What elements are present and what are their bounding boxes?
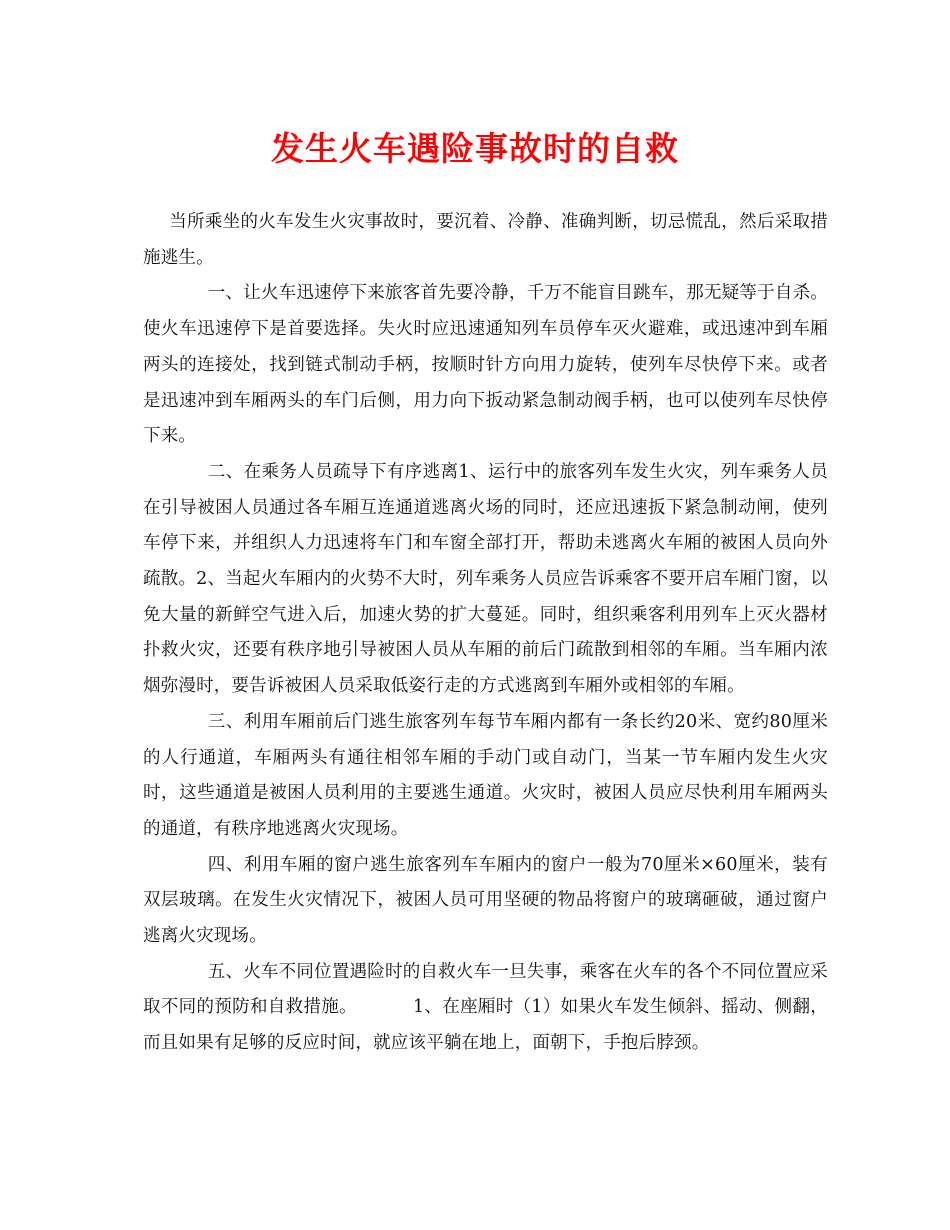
section-5-item-1: 1、在座厢时（1）如果火车发生倾斜、摇动、侧翻，而且如果有足够的反应时间，就应该平躺在地上，面朝下，手抱后脖颈。 [143,997,828,1054]
section-4-paragraph: 四、利用车厢的窗户逃生旅客列车车厢内的窗户一般为70厘米×60厘米，装有双层玻璃。在发生火灾情况下，被困人员可用坚硬的物品将窗户的玻璃砸破，通过窗户逃离火灾现场。 [143,854,828,947]
section-5-intro: 五、火车不同位置遇险时的自救火车一旦失事，乘客在火车的各个不同位置应采取不同的预防和自救措施。 [143,961,828,1018]
section-2-paragraph: 二、在乘务人员疏导下有序逃离1、运行中的旅客列车发生火灾，列车乘务人员在引导被困人员通过各车厢互连通道逃离火场的同时，还应迅速扳下紧急制动闸，使列车停下来，并组织人力迅速将车门和车窗全部打开，帮助未逃离火车厢的被困人员向外疏散。2、当起火车厢内的火势不大时，列车乘务人员应告诉乘客不要开启车厢门窗，以免大量的新鲜空气进入后，加速火势的扩大蔓延。同时，组织乘客利用列车上灭火器材扑救火灾，还要有秩序地引导被困人员从车厢的前后门疏散到相邻的车厢。当车厢内浓烟弥漫时，要告诉被困人员采取低姿行走的方式逃离到车厢外或相邻的车厢。 [143,461,828,697]
intro-paragraph: 当所乘坐的火车发生火灾事故时，要沉着、冷静、准确判断，切忌慌乱，然后采取措施逃生。 [143,212,828,268]
section-1-paragraph: 一、让火车迅速停下来旅客首先要冷静，千万不能盲目跳车，那无疑等于自杀。使火车迅速停下是首要选择。失火时应迅速通知列车员停车灭火避难，或迅速冲到车厢两头的连接处，找到链式制动手柄，按顺时针方向用力旋转，使列车尽快停下来。或者是迅速冲到车厢两头的车门后侧，用力向下扳动紧急制动阀手柄，也可以使列车尽快停下来。 [143,283,828,447]
document-body [143,205,828,1062]
document-title: 发生火车遇险事故时的自救 [271,129,679,168]
section-3-paragraph: 三、利用车厢前后门逃生旅客列车每节车厢内都有一条长约20米、宽约80厘米的人行通道，车厢两头有通往相邻车厢的手动门或自动门，当某一节车厢内发生火灾时，这些通道是被困人员利用的主要逃生通道。火灾时，被困人员应尽快利用车厢两头的通道，有秩序地逃离火灾现场。 [143,711,828,839]
section-5-paragraph [143,955,828,1062]
